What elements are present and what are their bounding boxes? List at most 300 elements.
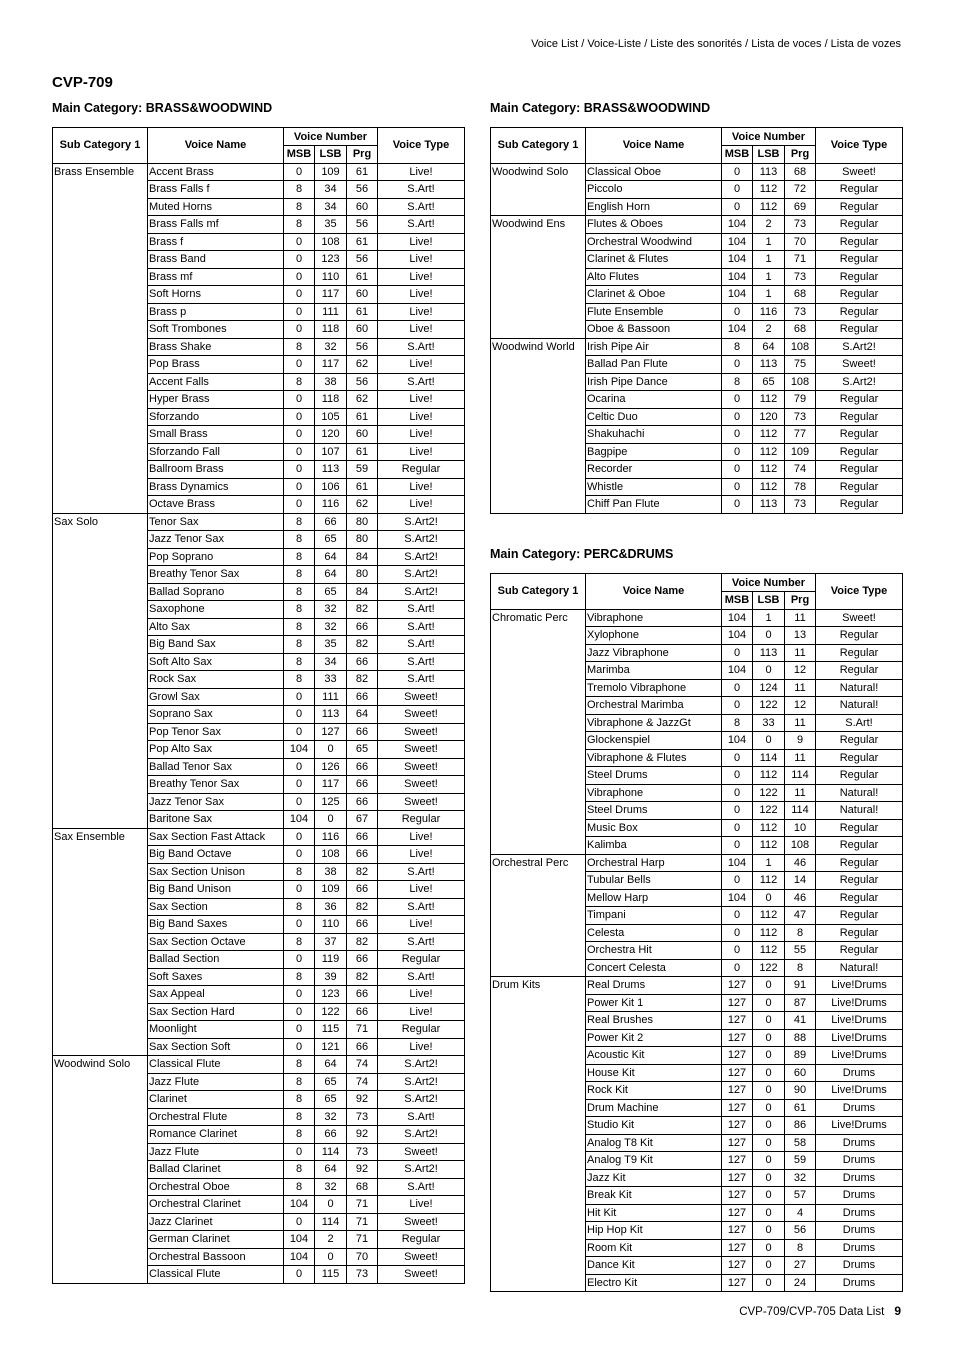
voice-type-cell: Drums	[816, 1152, 903, 1170]
lsb-cell: 33	[315, 671, 347, 689]
lsb-cell: 110	[315, 268, 347, 286]
voice-type-cell: S.Art!	[378, 1108, 465, 1126]
prg-cell: 11	[785, 784, 816, 802]
prg-cell: 61	[347, 443, 378, 461]
lsb-cell: 2	[753, 321, 785, 339]
voice-name-cell: Sforzando Fall	[148, 443, 284, 461]
prg-cell: 82	[347, 863, 378, 881]
voice-name-cell: Ballad Soprano	[148, 583, 284, 601]
prg-cell: 84	[347, 548, 378, 566]
lsb-cell: 111	[315, 688, 347, 706]
lsb-cell: 38	[315, 863, 347, 881]
footer-text: CVP-709/CVP-705 Data List	[739, 1306, 885, 1318]
voice-name-cell: Vibraphone & JazzGt	[586, 714, 722, 732]
voice-type-cell: Sweet!	[816, 356, 903, 374]
voice-name-cell: Brass Band	[148, 251, 284, 269]
lsb-cell: 32	[315, 618, 347, 636]
prg-cell: 86	[785, 1117, 816, 1135]
msb-cell: 8	[284, 653, 315, 671]
voice-name-cell: Irish Pipe Dance	[586, 373, 722, 391]
voice-name-cell: Sax Section Octave	[148, 933, 284, 951]
msb-cell: 8	[284, 583, 315, 601]
col-header-voice-name: Voice Name	[586, 574, 722, 610]
prg-cell: 56	[347, 373, 378, 391]
lsb-cell: 34	[315, 181, 347, 199]
voice-type-cell: S.Art2!	[378, 566, 465, 584]
voice-name-cell: Steel Drums	[586, 802, 722, 820]
lsb-cell: 64	[315, 1056, 347, 1074]
lsb-cell: 0	[753, 1064, 785, 1082]
prg-cell: 56	[347, 216, 378, 234]
msb-cell: 8	[284, 1126, 315, 1144]
voice-type-cell: S.Art2!	[378, 1161, 465, 1179]
msb-cell: 0	[722, 426, 753, 444]
msb-cell: 8	[722, 338, 753, 356]
voice-type-cell: Regular	[378, 1021, 465, 1039]
prg-cell: 56	[347, 181, 378, 199]
msb-cell: 104	[722, 233, 753, 251]
prg-cell: 78	[785, 478, 816, 496]
prg-cell: 80	[347, 513, 378, 531]
voice-type-cell: Regular	[816, 819, 903, 837]
msb-cell: 8	[284, 933, 315, 951]
voice-type-cell: Live!	[378, 356, 465, 374]
voice-type-cell: Live!	[378, 408, 465, 426]
prg-cell: 82	[347, 898, 378, 916]
lsb-cell: 0	[753, 1187, 785, 1205]
voice-name-cell: Ocarina	[586, 391, 722, 409]
msb-cell: 8	[284, 513, 315, 531]
voice-type-cell: S.Art!	[378, 933, 465, 951]
voice-name-cell: Orchestra Hit	[586, 942, 722, 960]
lsb-cell: 124	[753, 679, 785, 697]
prg-cell: 66	[347, 688, 378, 706]
voice-name-cell: German Clarinet	[148, 1231, 284, 1249]
msb-cell: 104	[722, 251, 753, 269]
voice-name-cell: Orchestral Marimba	[586, 697, 722, 715]
lsb-cell: 112	[753, 767, 785, 785]
voice-type-cell: S.Art2!	[378, 513, 465, 531]
prg-cell: 58	[785, 1134, 816, 1152]
voice-type-cell: Regular	[816, 496, 903, 514]
voice-name-cell: Brass p	[148, 303, 284, 321]
msb-cell: 0	[284, 1038, 315, 1056]
voice-type-cell: S.Art!	[378, 671, 465, 689]
voice-name-cell: House Kit	[586, 1064, 722, 1082]
msb-cell: 0	[284, 793, 315, 811]
msb-cell: 8	[284, 198, 315, 216]
col-header-voice-name: Voice Name	[586, 128, 722, 164]
lsb-cell: 0	[753, 627, 785, 645]
voice-type-cell: Drums	[816, 1239, 903, 1257]
prg-cell: 66	[347, 1003, 378, 1021]
voice-name-cell: Celesta	[586, 924, 722, 942]
voice-type-cell: Natural!	[816, 679, 903, 697]
lsb-cell: 119	[315, 951, 347, 969]
voice-type-cell: Regular	[816, 233, 903, 251]
voice-type-cell: S.Art2!	[378, 1073, 465, 1091]
msb-cell: 104	[722, 854, 753, 872]
msb-cell: 104	[722, 889, 753, 907]
voice-type-cell: Live!Drums	[816, 1047, 903, 1065]
lsb-cell: 65	[753, 373, 785, 391]
voice-type-cell: Regular	[816, 408, 903, 426]
msb-cell: 8	[284, 1091, 315, 1109]
voice-type-cell: S.Art2!	[816, 338, 903, 356]
lsb-cell: 0	[753, 889, 785, 907]
prg-cell: 73	[785, 303, 816, 321]
lsb-cell: 0	[315, 811, 347, 829]
prg-cell: 60	[785, 1064, 816, 1082]
voice-type-cell: Drums	[816, 1257, 903, 1275]
table-row	[53, 513, 465, 531]
msb-cell: 0	[284, 881, 315, 899]
prg-cell: 89	[785, 1047, 816, 1065]
col-header-prg: Prg	[785, 592, 816, 610]
voice-name-cell: Analog T8 Kit	[586, 1134, 722, 1152]
prg-cell: 66	[347, 846, 378, 864]
prg-cell: 68	[785, 286, 816, 304]
lsb-cell: 112	[753, 478, 785, 496]
voice-type-cell: Live!Drums	[816, 977, 903, 995]
prg-cell: 46	[785, 889, 816, 907]
lsb-cell: 1	[753, 233, 785, 251]
voice-type-cell: Sweet!	[378, 1248, 465, 1266]
msb-cell: 0	[722, 461, 753, 479]
prg-cell: 108	[785, 837, 816, 855]
msb-cell: 0	[284, 1213, 315, 1231]
prg-cell: 80	[347, 531, 378, 549]
prg-cell: 66	[347, 881, 378, 899]
lsb-cell: 0	[753, 977, 785, 995]
voice-type-cell: Live!Drums	[816, 1012, 903, 1030]
voice-type-cell: Regular	[816, 181, 903, 199]
prg-cell: 109	[785, 443, 816, 461]
msb-cell: 8	[284, 1108, 315, 1126]
prg-cell: 73	[785, 268, 816, 286]
msb-cell: 8	[722, 373, 753, 391]
msb-cell: 0	[284, 723, 315, 741]
msb-cell: 0	[284, 828, 315, 846]
lsb-cell: 66	[315, 513, 347, 531]
voice-type-cell: Regular	[816, 268, 903, 286]
voice-name-cell: Octave Brass	[148, 496, 284, 514]
lsb-cell: 116	[753, 303, 785, 321]
lsb-cell: 39	[315, 968, 347, 986]
prg-cell: 56	[347, 251, 378, 269]
msb-cell: 0	[284, 286, 315, 304]
voice-name-cell: Classical Oboe	[586, 163, 722, 181]
voice-name-cell: Soprano Sax	[148, 706, 284, 724]
voice-name-cell: Room Kit	[586, 1239, 722, 1257]
msb-cell: 0	[722, 749, 753, 767]
voice-type-cell: S.Art!	[378, 601, 465, 619]
prg-cell: 66	[347, 653, 378, 671]
lsb-cell: 122	[753, 697, 785, 715]
msb-cell: 0	[722, 697, 753, 715]
lsb-cell: 126	[315, 758, 347, 776]
prg-cell: 61	[347, 163, 378, 181]
voice-name-cell: English Horn	[586, 198, 722, 216]
voice-name-cell: Jazz Kit	[586, 1169, 722, 1187]
voice-type-cell: Sweet!	[378, 1213, 465, 1231]
lsb-cell: 112	[753, 426, 785, 444]
msb-cell: 104	[722, 321, 753, 339]
prg-cell: 14	[785, 872, 816, 890]
prg-cell: 57	[785, 1187, 816, 1205]
msb-cell: 0	[284, 461, 315, 479]
msb-cell: 0	[722, 784, 753, 802]
prg-cell: 66	[347, 618, 378, 636]
lsb-cell: 114	[315, 1143, 347, 1161]
voice-type-cell: S.Art!	[378, 636, 465, 654]
prg-cell: 61	[347, 268, 378, 286]
lsb-cell: 0	[315, 1196, 347, 1214]
table-row	[491, 609, 903, 627]
voice-name-cell: Ballad Pan Flute	[586, 356, 722, 374]
lsb-cell: 118	[315, 391, 347, 409]
prg-cell: 13	[785, 627, 816, 645]
voice-name-cell: Recorder	[586, 461, 722, 479]
msb-cell: 8	[284, 1161, 315, 1179]
prg-cell: 60	[347, 426, 378, 444]
voice-type-cell: Regular	[816, 889, 903, 907]
lsb-cell: 34	[315, 198, 347, 216]
msb-cell: 0	[284, 846, 315, 864]
voice-type-cell: S.Art!	[378, 863, 465, 881]
voice-type-cell: Live!Drums	[816, 1117, 903, 1135]
lsb-cell: 113	[315, 461, 347, 479]
col-header-sub-category: Sub Category 1	[491, 128, 586, 164]
lsb-cell: 117	[315, 356, 347, 374]
lsb-cell: 0	[753, 1274, 785, 1292]
voice-type-cell: Sweet!	[378, 723, 465, 741]
voice-type-cell: Drums	[816, 1187, 903, 1205]
lsb-cell: 115	[315, 1266, 347, 1284]
voice-name-cell: Tremolo Vibraphone	[586, 679, 722, 697]
msb-cell: 104	[284, 741, 315, 759]
lsb-cell: 116	[315, 496, 347, 514]
lsb-cell: 1	[753, 854, 785, 872]
voice-name-cell: Soft Trombones	[148, 321, 284, 339]
voice-type-cell: Drums	[816, 1222, 903, 1240]
sub-category-cell: Woodwind Solo	[491, 163, 586, 216]
msb-cell: 8	[284, 1073, 315, 1091]
voice-name-cell: Moonlight	[148, 1021, 284, 1039]
voice-type-cell: Live!	[378, 233, 465, 251]
voice-type-cell: Regular	[816, 924, 903, 942]
prg-cell: 72	[785, 181, 816, 199]
col-header-voice-number: Voice Number	[284, 128, 378, 146]
voice-name-cell: Acoustic Kit	[586, 1047, 722, 1065]
prg-cell: 8	[785, 924, 816, 942]
voice-type-cell: Live!	[378, 1196, 465, 1214]
lsb-cell: 64	[315, 566, 347, 584]
lsb-cell: 127	[315, 723, 347, 741]
voice-name-cell: Jazz Flute	[148, 1143, 284, 1161]
msb-cell: 104	[722, 216, 753, 234]
page-footer	[739, 1304, 901, 1318]
voice-name-cell: Orchestral Clarinet	[148, 1196, 284, 1214]
lsb-cell: 0	[315, 741, 347, 759]
prg-cell: 10	[785, 819, 816, 837]
msb-cell: 0	[722, 443, 753, 461]
msb-cell: 0	[722, 408, 753, 426]
prg-cell: 73	[347, 1143, 378, 1161]
msb-cell: 127	[722, 1187, 753, 1205]
prg-cell: 46	[785, 854, 816, 872]
voice-name-cell: Vibraphone & Flutes	[586, 749, 722, 767]
prg-cell: 66	[347, 776, 378, 794]
prg-cell: 64	[347, 706, 378, 724]
voice-type-cell: Live!	[378, 303, 465, 321]
voice-name-cell: Glockenspiel	[586, 732, 722, 750]
voice-type-cell: Sweet!	[378, 706, 465, 724]
voice-type-cell: S.Art!	[378, 338, 465, 356]
lsb-cell: 35	[315, 216, 347, 234]
lsb-cell: 0	[753, 1117, 785, 1135]
voice-type-cell: Live!	[378, 1038, 465, 1056]
voice-name-cell: Analog T9 Kit	[586, 1152, 722, 1170]
voice-type-cell: S.Art!	[378, 181, 465, 199]
lsb-cell: 112	[753, 907, 785, 925]
voice-name-cell: Xylophone	[586, 627, 722, 645]
voice-name-cell: Ballroom Brass	[148, 461, 284, 479]
lsb-cell: 64	[753, 338, 785, 356]
voice-table-brass-woodwind-right	[490, 127, 903, 514]
prg-cell: 70	[785, 233, 816, 251]
lsb-cell: 112	[753, 837, 785, 855]
table-row	[491, 216, 903, 234]
lsb-cell: 113	[753, 356, 785, 374]
msb-cell: 8	[284, 216, 315, 234]
voice-name-cell: Romance Clarinet	[148, 1126, 284, 1144]
prg-cell: 11	[785, 714, 816, 732]
prg-cell: 41	[785, 1012, 816, 1030]
lsb-cell: 0	[753, 1134, 785, 1152]
voice-name-cell: Hip Hop Kit	[586, 1222, 722, 1240]
col-header-sub-category: Sub Category 1	[491, 574, 586, 610]
voice-type-cell: S.Art!	[378, 618, 465, 636]
voice-type-cell: Live!	[378, 391, 465, 409]
msb-cell: 8	[284, 531, 315, 549]
lsb-cell: 123	[315, 251, 347, 269]
voice-type-cell: Regular	[816, 942, 903, 960]
voice-name-cell: Steel Drums	[586, 767, 722, 785]
voice-name-cell: Small Brass	[148, 426, 284, 444]
voice-name-cell: Muted Horns	[148, 198, 284, 216]
voice-type-cell: Live!	[378, 846, 465, 864]
prg-cell: 71	[347, 1231, 378, 1249]
voice-type-cell: Regular	[378, 461, 465, 479]
voice-type-cell: Natural!	[816, 959, 903, 977]
msb-cell: 104	[722, 609, 753, 627]
msb-cell: 104	[284, 811, 315, 829]
voice-type-cell: Regular	[816, 749, 903, 767]
msb-cell: 0	[284, 233, 315, 251]
voice-name-cell: Saxophone	[148, 601, 284, 619]
voice-name-cell: Ballad Tenor Sax	[148, 758, 284, 776]
prg-cell: 56	[347, 338, 378, 356]
voice-name-cell: Sax Section Soft	[148, 1038, 284, 1056]
msb-cell: 0	[284, 408, 315, 426]
lsb-cell: 112	[753, 819, 785, 837]
msb-cell: 0	[722, 478, 753, 496]
msb-cell: 0	[284, 1021, 315, 1039]
lsb-cell: 114	[753, 749, 785, 767]
msb-cell: 0	[722, 907, 753, 925]
model-heading: CVP-709	[52, 74, 113, 91]
lsb-cell: 34	[315, 653, 347, 671]
prg-cell: 73	[785, 216, 816, 234]
msb-cell: 0	[284, 426, 315, 444]
voice-name-cell: Jazz Flute	[148, 1073, 284, 1091]
lsb-cell: 109	[315, 881, 347, 899]
voice-type-cell: S.Art2!	[378, 548, 465, 566]
lsb-cell: 122	[753, 959, 785, 977]
voice-name-cell: Studio Kit	[586, 1117, 722, 1135]
prg-cell: 66	[347, 916, 378, 934]
table-row	[53, 828, 465, 846]
voice-type-cell: S.Art2!	[378, 1126, 465, 1144]
voice-name-cell: Sax Section Fast Attack	[148, 828, 284, 846]
voice-type-cell: Regular	[816, 198, 903, 216]
lsb-cell: 2	[753, 216, 785, 234]
voice-type-cell: Regular	[816, 391, 903, 409]
prg-cell: 77	[785, 426, 816, 444]
voice-name-cell: Whistle	[586, 478, 722, 496]
msb-cell: 0	[284, 986, 315, 1004]
msb-cell: 8	[284, 1056, 315, 1074]
msb-cell: 8	[284, 636, 315, 654]
voice-type-cell: Sweet!	[378, 776, 465, 794]
voice-name-cell: Ballad Section	[148, 951, 284, 969]
prg-cell: 68	[347, 1178, 378, 1196]
msb-cell: 8	[284, 671, 315, 689]
lsb-cell: 114	[315, 1213, 347, 1231]
lsb-cell: 0	[753, 1204, 785, 1222]
prg-cell: 11	[785, 644, 816, 662]
voice-type-cell: Natural!	[816, 697, 903, 715]
msb-cell: 0	[284, 951, 315, 969]
lsb-cell: 112	[753, 924, 785, 942]
voice-name-cell: Timpani	[586, 907, 722, 925]
lsb-cell: 32	[315, 1108, 347, 1126]
msb-cell: 0	[722, 356, 753, 374]
msb-cell: 0	[284, 916, 315, 934]
msb-cell: 0	[284, 356, 315, 374]
voice-type-cell: Natural!	[816, 802, 903, 820]
voice-name-cell: Orchestral Flute	[148, 1108, 284, 1126]
voice-type-cell: S.Art2!	[378, 1091, 465, 1109]
msb-cell: 8	[284, 898, 315, 916]
voice-type-cell: Sweet!	[378, 1266, 465, 1284]
lsb-cell: 122	[753, 802, 785, 820]
voice-type-cell: Drums	[816, 1204, 903, 1222]
prg-cell: 65	[347, 741, 378, 759]
voice-type-cell: Regular	[816, 644, 903, 662]
voice-type-cell: Sweet!	[378, 793, 465, 811]
voice-type-cell: S.Art!	[378, 373, 465, 391]
voice-name-cell: Sax Section Hard	[148, 1003, 284, 1021]
lsb-cell: 0	[753, 1012, 785, 1030]
voice-name-cell: Tubular Bells	[586, 872, 722, 890]
prg-cell: 11	[785, 679, 816, 697]
voice-name-cell: Brass mf	[148, 268, 284, 286]
voice-type-cell: Live!	[378, 1003, 465, 1021]
msb-cell: 0	[284, 1143, 315, 1161]
voice-type-cell: Live!	[378, 496, 465, 514]
